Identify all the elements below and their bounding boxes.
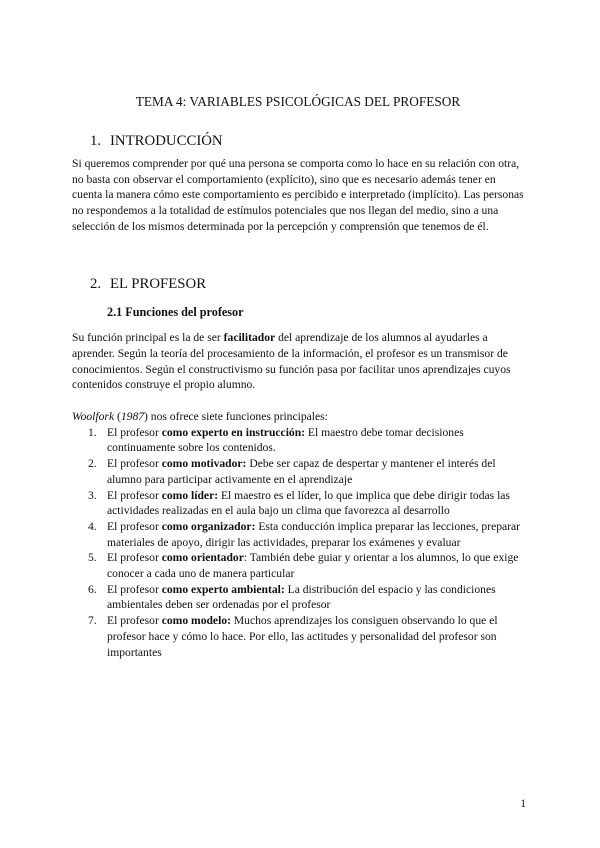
intro-paragraph: Si queremos comprender por qué una persona se comporta como lo hace en su relación con otra, no basta con observar el comportamiento (explícito), sino que es necesario además tener en cuenta la manera cómo este comportamiento es percibido e interpretado (implícito). Las personas no respondemos a la totalidad de estímulos potenciales que nos llegan del medio, sino a una selección de los mismos determinada por la percepción y comprensión que tenemos de él. (72, 157, 524, 233)
list-item: 6. El profesor como experto ambiental: La distribución del espacio y las condiciones ambientales deben ser ordenadas por el profesor (88, 582, 496, 612)
citation-year: 1987 (120, 410, 145, 424)
functions-list (72, 425, 524, 661)
section-number: 1. (90, 133, 102, 149)
list-item: 7. El profesor como modelo: Muchos aprendizajes los consiguen observando lo que el profesor hace y cómo lo hace. Por ello, las actitudes y personalidad del profesor son importantes (88, 614, 498, 659)
section-title: EL PROFESOR (110, 275, 207, 292)
section-title: INTRODUCCIÓN (110, 133, 223, 149)
list-item: 2. El profesor como motivador: Debe ser capaz de despertar y mantener el interés del alumno para participar activamente en el aprendizaje (88, 457, 496, 486)
citation-author: Woolfork (72, 410, 115, 424)
list-item: 1. El profesor como experto en instrucción: El maestro debe tomar decisiones continuamente sobre los contenidos. (88, 425, 464, 455)
citation-line: Woolfork (1987) nos ofrece siete funciones principales: (72, 410, 328, 424)
list-item: 3. El profesor como líder: El maestro es el líder, lo que implica que debe dirigir todas las actividades realizadas en el aula bajo un clima que favorezca al desarrollo (88, 488, 510, 518)
section-heading-introduccion (72, 132, 524, 150)
section-heading-profesor (72, 275, 524, 293)
list-item: 4. El profesor como organizador: Esta conducción implica preparar las lecciones, preparar materiales de apoyo, dirigir las actividades, preparar los exámenes y evaluar (88, 519, 521, 549)
list-item: 5. El profesor como orientador: También debe guiar y orientar a los alumnos, lo que exige conocer a cada uno de manera particular (88, 551, 519, 581)
page-number: 1 (520, 797, 526, 811)
functions-paragraph: Su función principal es la de ser facilitador del aprendizaje de los alumnos al ayudarles a aprender. Según la teoría del procesamiento de la información, el profesor es un transmisor de conocimientos. Según el constructivismo su función pasa por facilitar unos aprendizajes cuyos contenidos construye el propio alumno. (72, 331, 511, 392)
document-title: TEMA 4: VARIABLES PSICOLÓGICAS DEL PROFESOR (135, 94, 461, 109)
document-page (72, 94, 524, 660)
section-number: 2. (90, 275, 102, 292)
highlight-facilitador: facilitador (223, 331, 276, 345)
subsection-heading: 2.1 Funciones del profesor (107, 304, 244, 319)
